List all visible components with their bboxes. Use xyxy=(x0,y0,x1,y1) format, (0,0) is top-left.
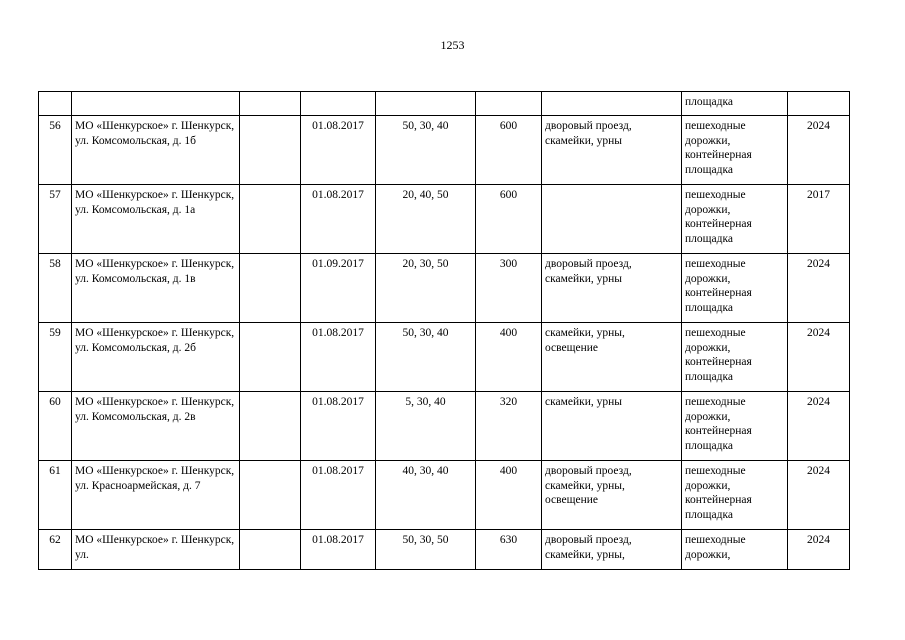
page-number: 1253 xyxy=(440,38,465,52)
improvement-table xyxy=(38,91,850,570)
cell-empty xyxy=(240,92,301,116)
cell-date: 01.09.2017 xyxy=(301,254,376,323)
cell-empty xyxy=(240,530,301,570)
cell-year: 2024 xyxy=(788,116,850,185)
table-row xyxy=(39,530,850,570)
cell-address xyxy=(72,92,240,116)
table-row xyxy=(39,185,850,254)
table-row xyxy=(39,323,850,392)
cell-works: дворовый проезд, скамейки, урны, освещение xyxy=(542,461,682,530)
cell-works xyxy=(542,92,682,116)
cell-items: площадка xyxy=(682,92,788,116)
cell-date: 01.08.2017 xyxy=(301,116,376,185)
cell-empty xyxy=(240,185,301,254)
cell-items: пешеходные дорожки, контейнерная площадка xyxy=(682,323,788,392)
cell-works: дворовый проезд, скамейки, урны xyxy=(542,254,682,323)
cell-num: 58 xyxy=(39,254,72,323)
cell-empty xyxy=(240,461,301,530)
cell-area: 600 xyxy=(476,185,542,254)
cell-items: пешеходные дорожки, контейнерная площадка xyxy=(682,461,788,530)
cell-empty xyxy=(240,254,301,323)
cell-works: дворовый проезд, скамейки, урны xyxy=(542,116,682,185)
continuation-row xyxy=(39,92,850,116)
cell-dims: 20, 40, 50 xyxy=(376,185,476,254)
cell-dims: 50, 30, 40 xyxy=(376,323,476,392)
cell-address: МО «Шенкурское» г. Шенкурск, ул. Комсомольская, д. 1б xyxy=(72,116,240,185)
cell-dims: 50, 30, 40 xyxy=(376,116,476,185)
cell-items: пешеходные дорожки, контейнерная площадка xyxy=(682,392,788,461)
cell-num: 60 xyxy=(39,392,72,461)
cell-num: 59 xyxy=(39,323,72,392)
cell-area xyxy=(476,92,542,116)
cell-date: 01.08.2017 xyxy=(301,461,376,530)
cell-empty xyxy=(240,116,301,185)
cell-works: дворовый проезд, скамейки, урны, xyxy=(542,530,682,570)
cell-date: 01.08.2017 xyxy=(301,530,376,570)
table-row xyxy=(39,461,850,530)
cell-address: МО «Шенкурское» г. Шенкурск, ул. Комсомольская, д. 2б xyxy=(72,323,240,392)
cell-year: 2024 xyxy=(788,392,850,461)
table-row xyxy=(39,392,850,461)
cell-date: 01.08.2017 xyxy=(301,185,376,254)
cell-address: МО «Шенкурское» г. Шенкурск, ул. Комсомольская, д. 2в xyxy=(72,392,240,461)
table-body xyxy=(39,92,850,570)
cell-dims: 40, 30, 40 xyxy=(376,461,476,530)
cell-year: 2024 xyxy=(788,254,850,323)
cell-address: МО «Шенкурское» г. Шенкурск, ул. Красноармейская, д. 7 xyxy=(72,461,240,530)
cell-area: 320 xyxy=(476,392,542,461)
cell-items: пешеходные дорожки, контейнерная площадка xyxy=(682,116,788,185)
cell-works: скамейки, урны, освещение xyxy=(542,323,682,392)
cell-area: 400 xyxy=(476,461,542,530)
cell-num xyxy=(39,92,72,116)
cell-items: пешеходные дорожки, контейнерная площадка xyxy=(682,254,788,323)
cell-year: 2024 xyxy=(788,530,850,570)
cell-area: 630 xyxy=(476,530,542,570)
cell-empty xyxy=(240,323,301,392)
cell-empty xyxy=(240,392,301,461)
cell-year xyxy=(788,92,850,116)
cell-area: 400 xyxy=(476,323,542,392)
cell-address: МО «Шенкурское» г. Шенкурск, ул. Комсомольская, д. 1в xyxy=(72,254,240,323)
cell-works: скамейки, урны xyxy=(542,392,682,461)
cell-date: 01.08.2017 xyxy=(301,392,376,461)
cell-year: 2017 xyxy=(788,185,850,254)
cell-num: 56 xyxy=(39,116,72,185)
cell-date xyxy=(301,92,376,116)
cell-dims: 50, 30, 50 xyxy=(376,530,476,570)
cell-area: 300 xyxy=(476,254,542,323)
cell-address: МО «Шенкурское» г. Шенкурск, ул. Комсомольская, д. 1а xyxy=(72,185,240,254)
cell-year: 2024 xyxy=(788,461,850,530)
cell-dims xyxy=(376,92,476,116)
cell-address: МО «Шенкурское» г. Шенкурск, ул. xyxy=(72,530,240,570)
cell-area: 600 xyxy=(476,116,542,185)
cell-dims: 5, 30, 40 xyxy=(376,392,476,461)
table-row xyxy=(39,116,850,185)
cell-num: 61 xyxy=(39,461,72,530)
cell-items: пешеходные дорожки, xyxy=(682,530,788,570)
cell-items: пешеходные дорожки, контейнерная площадка xyxy=(682,185,788,254)
cell-dims: 20, 30, 50 xyxy=(376,254,476,323)
cell-date: 01.08.2017 xyxy=(301,323,376,392)
table-row xyxy=(39,254,850,323)
cell-works xyxy=(542,185,682,254)
cell-year: 2024 xyxy=(788,323,850,392)
cell-num: 62 xyxy=(39,530,72,570)
cell-num: 57 xyxy=(39,185,72,254)
